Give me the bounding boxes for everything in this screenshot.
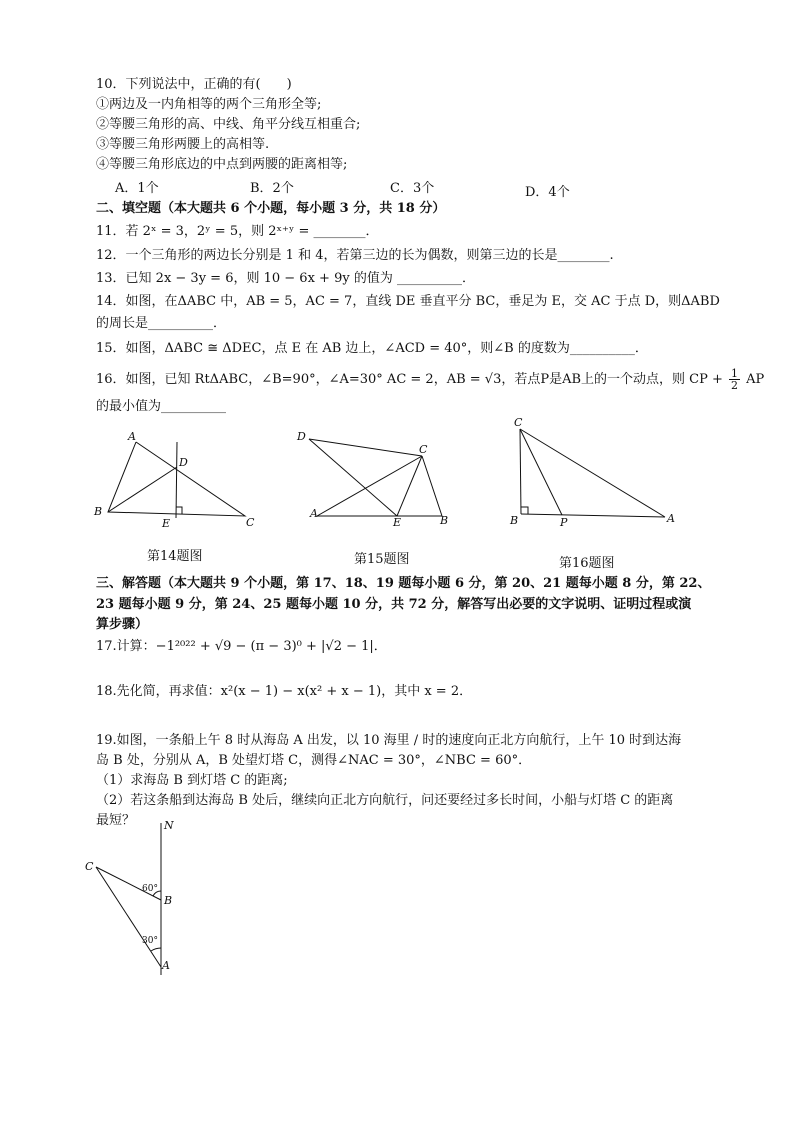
q18-text: 18.先化简，再求值：x²(x − 1) − x(x² + x − 1)，其中 x = 2． xyxy=(96,684,473,699)
figure-15 xyxy=(292,425,467,530)
fig16-caption: 第16题图 xyxy=(559,556,615,571)
fig14-label-c: C xyxy=(246,516,255,529)
q14-line1: 14．如图，在ΔABC 中，AB = 5，AC = 7，直线 DE 垂直平分 BC，垂足为 E，交 AC 于点 D，则ΔABD xyxy=(96,294,720,309)
fig16-label-p: P xyxy=(560,516,568,529)
q10-item-2: ②等腰三角形的高、中线、角平分线互相重合; xyxy=(96,117,361,132)
q16-frac-den: 2 xyxy=(731,379,739,392)
fig15-ac xyxy=(317,456,422,516)
figure-16 xyxy=(505,412,685,530)
q19-line2: 岛 B 处，分别从 A，B 处望灯塔 C，测得∠NAC = 30°，∠NBC = 60°． xyxy=(96,753,532,768)
q10-item-1: ①两边及一内角相等的两个三角形全等; xyxy=(96,97,322,112)
figure-14 xyxy=(88,425,263,535)
q16-fraction xyxy=(729,368,740,391)
fig19-label-a: A xyxy=(162,959,170,972)
q10-option-b: B．2个 xyxy=(250,181,294,196)
section3-line2: 23 题每小题 9 分，第 24、25 题每小题 10 分，共 72 分，解答写出必要的文字说明、证明过程或演 xyxy=(96,597,692,612)
q10-item-4: ④等腰三角形底边的中点到两腰的距离相等; xyxy=(96,157,348,172)
fig14-bd xyxy=(108,467,177,512)
q16-prefix: 16．如图，已知 RtΔABC，∠B=90°，∠A=30° AC = 2，AB = √3，若点P是AB上的一个动点，则 CP + xyxy=(96,372,723,387)
fig14-label-e: E xyxy=(162,517,171,530)
q19-part2-line1: （2）若这条船到达海岛 B 处后，继续向正北方向航行，问还要经过多长时间，小船与灯塔 C 的距离 xyxy=(96,793,674,808)
fig14-right-angle xyxy=(176,507,182,514)
fig16-cb xyxy=(520,429,521,514)
fig19-label-c: C xyxy=(85,860,94,873)
q10-option-c: C．3个 xyxy=(390,181,435,196)
fig16-label-a: A xyxy=(667,512,675,525)
fig15-label-d: D xyxy=(297,430,306,443)
q19-part2-line2: 最短？ xyxy=(96,813,136,828)
fig15-ec xyxy=(397,456,422,516)
q14-line2: 的周长是__________． xyxy=(96,316,227,331)
fig16-label-c: C xyxy=(514,416,523,429)
q19-part1: （1）求海岛 B 到灯塔 C 的距离; xyxy=(96,773,288,788)
section3-line1: 三、解答题（本大题共 9 个小题，第 17、18、19 题每小题 6 分，第 20、21 题每小题 8 分，第 22、 xyxy=(96,576,711,591)
q16-frac-num: 1 xyxy=(731,367,739,380)
fig19-label-b: B xyxy=(164,894,173,907)
fig14-label-a: A xyxy=(128,430,136,443)
q16-line1 xyxy=(96,368,764,391)
q10-item-3: ③等腰三角形两腰上的高相等. xyxy=(96,137,270,152)
fig19-ca xyxy=(96,867,161,967)
q12-text: 12．一个三角形的两边长分别是 1 和 4，若第三边的长为偶数，则第三边的长是________. xyxy=(96,248,614,263)
fig14-label-d: D xyxy=(179,456,188,469)
fig15-label-c: C xyxy=(419,443,428,456)
q15-text: 15．如图，ΔABC ≅ ΔDEC，点 E 在 AB 边上，∠ACD = 40°，则∠B 的度数为__________． xyxy=(96,341,648,356)
fig15-label-e: E xyxy=(393,516,402,529)
fig14-caption: 第14题图 xyxy=(147,549,203,564)
fig16-right-angle xyxy=(521,507,528,514)
fig15-label-a: A xyxy=(310,507,318,520)
fig16-label-b: B xyxy=(510,514,519,527)
q16-suffix: AP xyxy=(746,372,765,387)
q16-line2: 的最小值为__________ xyxy=(96,399,227,414)
fig16-ba xyxy=(521,514,665,517)
q13-text: 13．已知 2x − 3y = 6，则 10 − 6x + 9y 的值为 __________． xyxy=(96,271,475,286)
q17-text: 17.计算：−1²⁰²² + √9 − (π − 3)⁰ + |√2 − 1|． xyxy=(96,639,387,654)
q11-text: 11．若 2ˣ = 3，2ʸ = 5，则 2ˣ⁺ʸ = ________． xyxy=(96,224,379,239)
q10-stem: 10．下列说法中，正确的有( ) xyxy=(96,77,292,92)
fig19-label-n: N xyxy=(164,819,174,832)
section2-title: 二、填空题（本大题共 6 个小题，每小题 3 分，共 18 分） xyxy=(96,201,446,216)
section3-line3: 算步骤） xyxy=(96,617,149,632)
fig14-label-b: B xyxy=(94,505,103,518)
figure-19 xyxy=(82,815,192,980)
fig15-caption: 第15题图 xyxy=(354,552,410,567)
fig19-angle-60: 60° xyxy=(142,884,158,894)
fig19-angle-a-arc xyxy=(151,948,161,951)
q19-line1: 19.如图，一条船上午 8 时从海岛 A 出发，以 10 海里 / 时的速度向正北方向航行，上午 10 时到达海 xyxy=(96,733,682,748)
fig19-angle-30: 30° xyxy=(142,936,158,946)
fig15-label-b: B xyxy=(440,514,449,527)
q10-option-a: A．1个 xyxy=(115,181,159,196)
q10-option-d: D．4个 xyxy=(525,185,570,200)
fig15-cb xyxy=(422,456,442,516)
